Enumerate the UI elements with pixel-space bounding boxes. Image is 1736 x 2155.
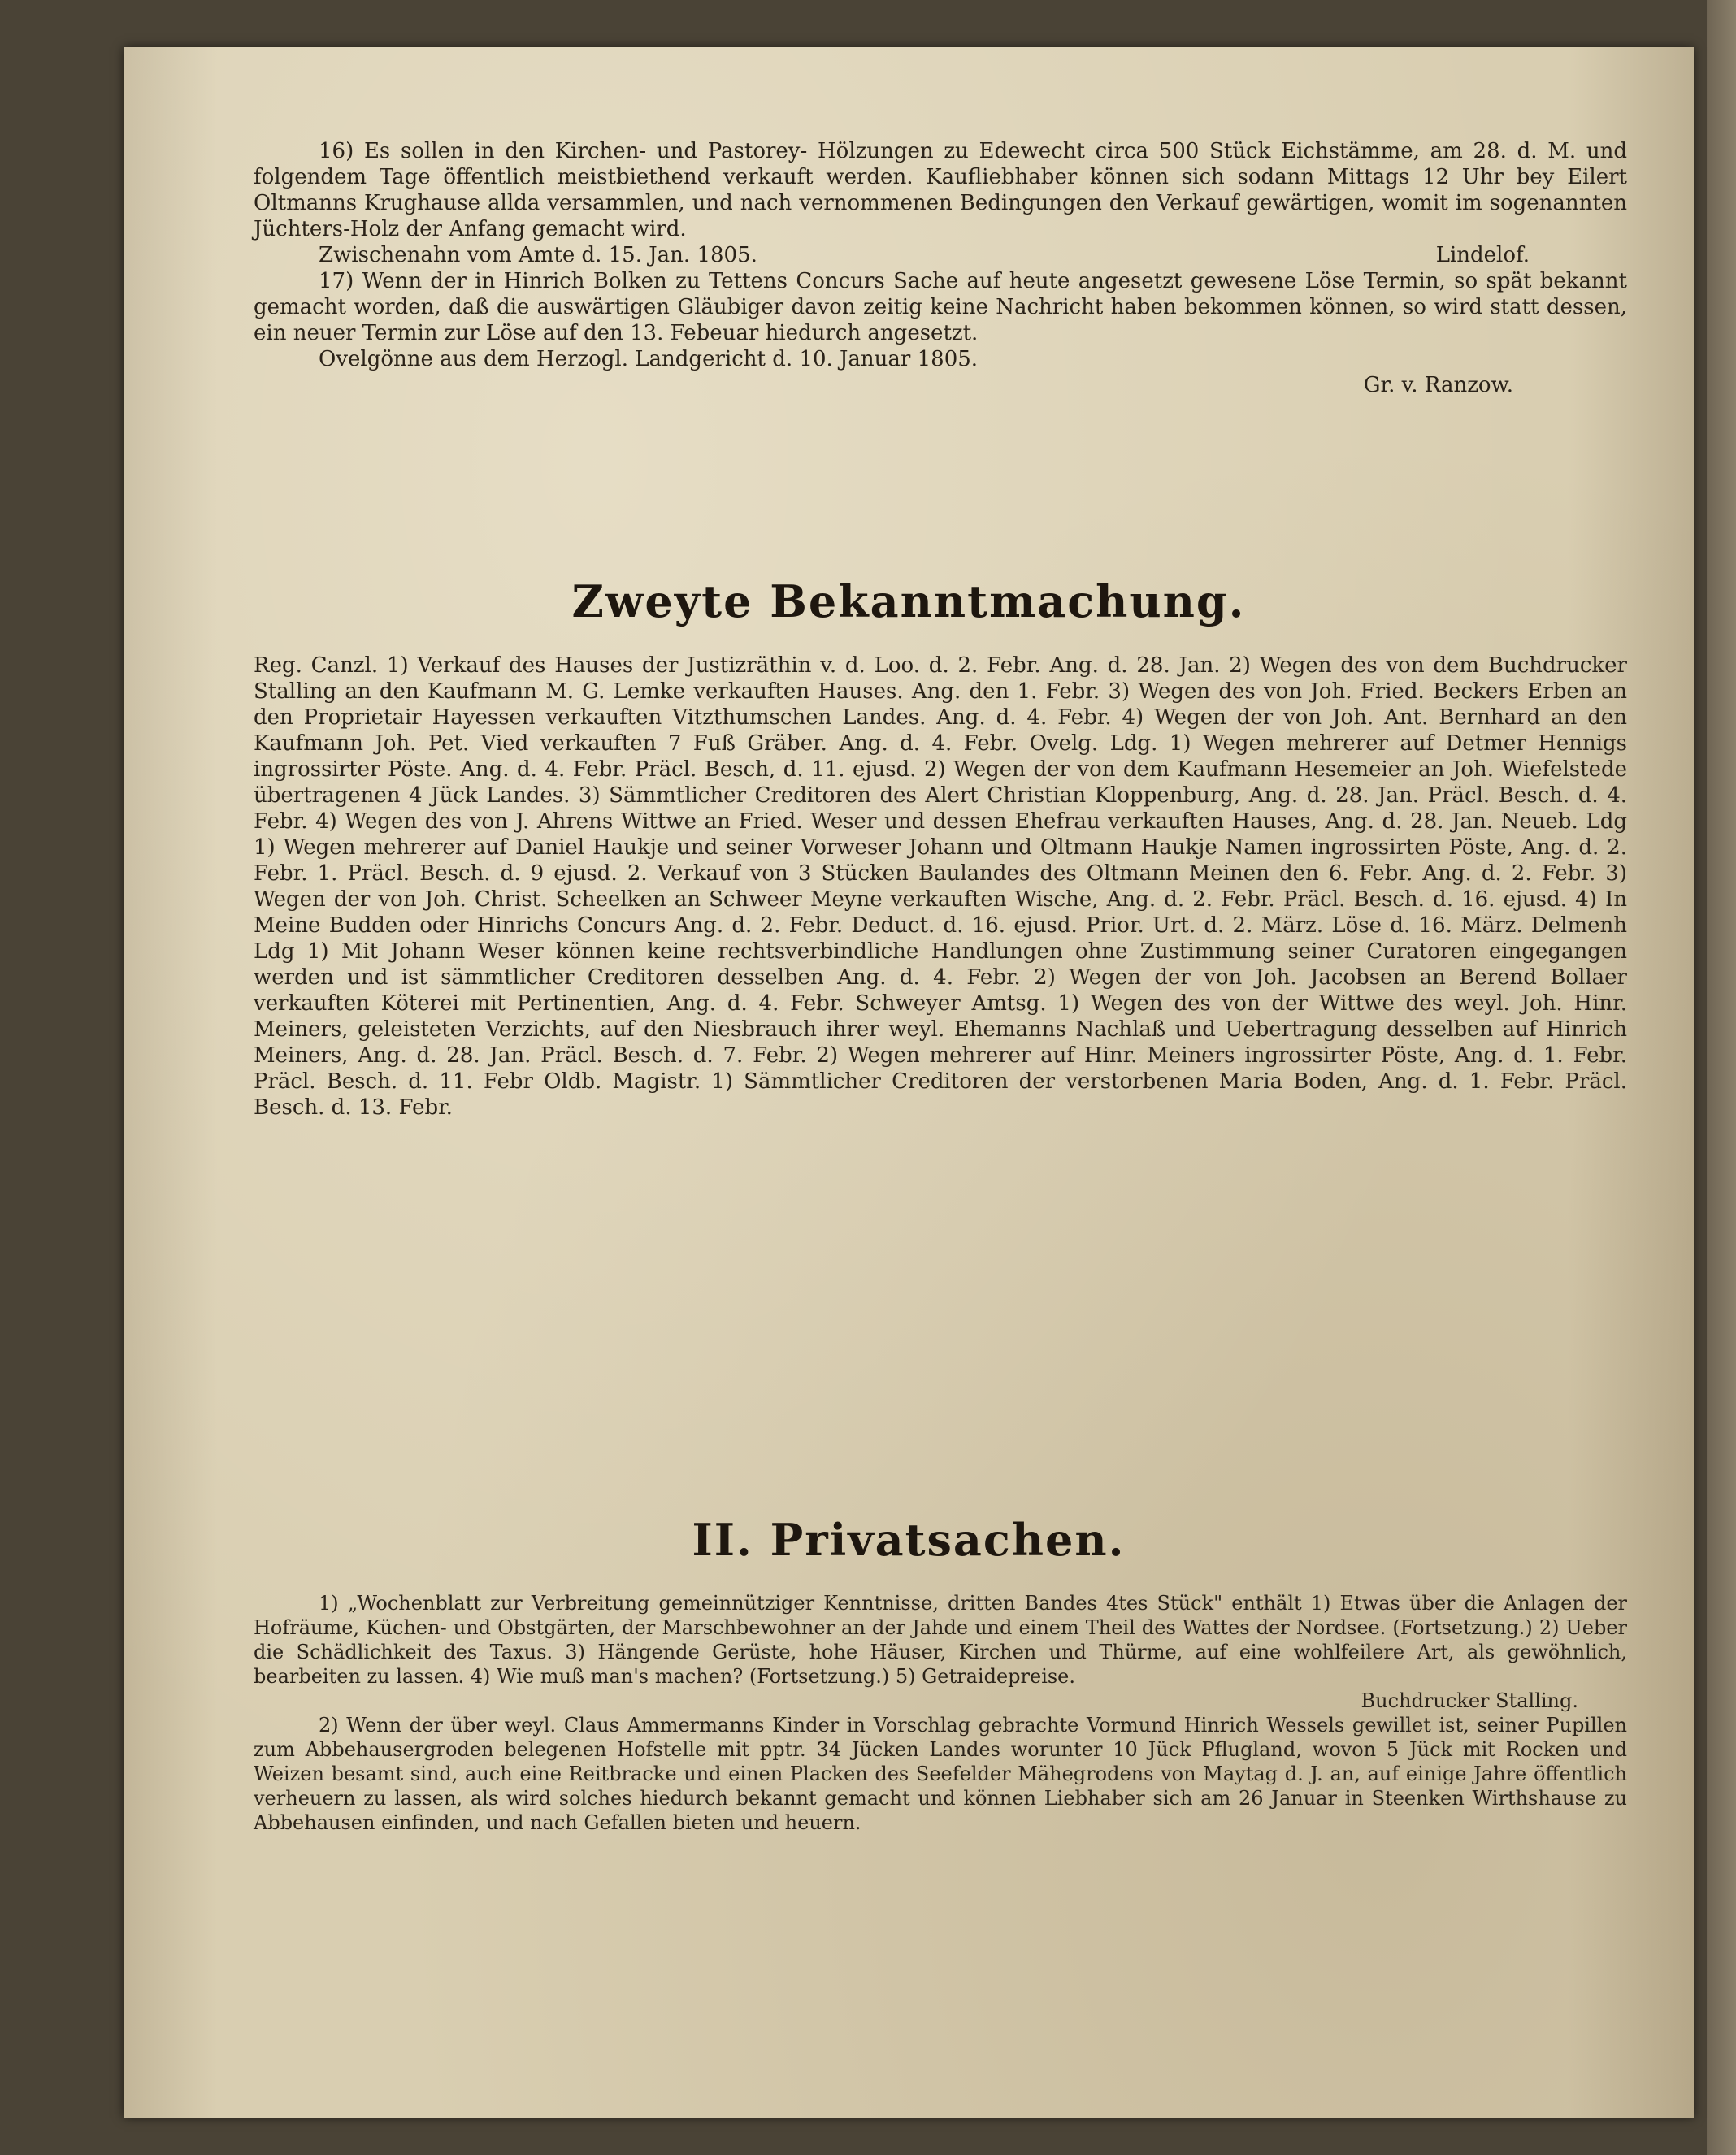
privat-notice-1-signer: Buchdrucker Stalling. [1361, 1689, 1578, 1712]
notice-16: 16) Es sollen in den Kirchen- und Pastorey- Hölzungen zu Edewecht circa 500 Stück Eichstämme, am 28. d. M. und folgendem Tage öffentlich meistbiethend verkauft werden. Kaufliebhaber können sich sodann Mittags 12 Uhr bey Eilert Oltmanns Krughause allda versammlen, und nach vernommenen Bedingungen den Verkauf gewärtigen, womit im sogenannten Jüchters-Holz der Anfang gemacht wird. [254, 139, 1627, 241]
notice-16-signer: Lindelof. [1435, 243, 1530, 267]
notice-16-signature [254, 242, 1627, 268]
zweyte-bekanntmachung-section [254, 653, 1627, 1121]
notice-16-place-date: Zwischenahn vom Amte d. 15. Jan. 1805. [319, 243, 757, 267]
heading-zweyte-bekanntmachung: Zweyte Bekanntmachung. [571, 575, 1246, 627]
heading-privatsachen: II. Privatsachen. [692, 1514, 1126, 1566]
book-edge [1707, 0, 1736, 2155]
notice-section-top [254, 138, 1627, 398]
privatsachen-section [254, 1591, 1627, 1835]
notice-17-place-date: Ovelgönne aus dem Herzogl. Landgericht d. 10. Januar 1805. [319, 347, 979, 371]
zweyte-bekanntmachung-text: Reg. Canzl. 1) Verkauf des Hauses der Justizräthin v. d. Loo. d. 2. Febr. Ang. d. 28. Jan. 2) Wegen des von dem Buchdrucker Stalling an den Kaufmann M. G. Lemke verkauften Hauses. Ang. den 1. Febr. 3) Wegen des von Joh. Fried. Beckers Erben an den Proprietair Hayessen verkauften Vitzthumschen Landes. Ang. d. 4. Febr. 4) Wegen der von Joh. Ant. Bernhard an den Kaufmann Joh. Pet. Vied verkauften 7 Fuß Gräber. Ang. d. 4. Febr. Ovelg. Ldg. 1) Wegen mehrerer auf Detmer Hennigs ingrossirter Pöste. Ang. d. 4. Febr. Präcl. Besch, d. 11. ejusd. 2) Wegen der von dem Kaufmann Hesemeier an Joh. Wiefelstede übertragenen 4 Jück Landes. 3) Sämmtlicher Creditoren des Alert Christian Kloppenburg, Ang. d. 28. Jan. Präcl. Besch. d. 4. Febr. 4) Wegen des von J. Ahrens Wittwe an Fried. Weser und dessen Ehefrau verkauften Hauses, Ang. d. 28. Jan. Neueb. Ldg 1) Wegen mehrerer auf Daniel Haukje und seiner Vorweser Johann und Oltmann Haukje Namen ingrossirten Pöste, Ang. d. 2. Febr. 1. Präcl. Besch. d. 9 ejusd. 2. Verkauf von 3 Stücken Baulandes des Oltmann Meinen den 6. Febr. Ang. d. 2. Febr. 3) Wegen der von Joh. Christ. Scheelken an Schweer Meyne verkauften Wische, Ang. d. 2. Febr. Präcl. Besch. d. 16. ejusd. 4) In Meine Budden oder Hinrichs Concurs Ang. d. 2. Febr. Deduct. d. 16. ejusd. Prior. Urt. d. 2. März. Löse d. 16. März. Delmenh Ldg 1) Mit Johann Weser können keine rechtsverbindliche Handlungen ohne Zustimmung seiner Curatoren eingegangen werden und ist sämmtlicher Creditoren desselben Ang. d. 4. Febr. 2) Wegen der von Joh. Jacobsen an Berend Bollaer verkauften Köterei mit Pertinentien, Ang. d. 4. Febr. Schweyer Amtsg. 1) Wegen des von der Wittwe des weyl. Joh. Hinr. Meiners, geleisteten Verzichts, auf den Niesbrauch ihrer weyl. Ehemanns Nachlaß und Uebertragung desselben auf Hinrich Meiners, Ang. d. 28. Jan. Präcl. Besch. d. 7. Febr. 2) Wegen mehrerer auf Hinr. Meiners ingrossirter Pöste, Ang. d. 1. Febr. Präcl. Besch. d. 11. Febr Oldb. Magistr. 1) Sämmtlicher Creditoren der verstorbenen Maria Boden, Ang. d. 1. Febr. Präcl. Besch. d. 13. Febr. [254, 653, 1627, 1120]
privat-notice-2: 2) Wenn der über weyl. Claus Ammermanns Kinder in Vorschlag gebrachte Vormund Hinrich Wessels gewillet ist, seiner Pupillen zum Abbehausergroden belegenen Hofstelle mit pptr. 34 Jücken Landes worunter 10 Jück Pflugland, wovon 5 Jück mit Rocken und Weizen besamt sind, auch eine Reitbracke und einen Placken des Seefelder Mähegrodens von Maytag d. J. an, auf einige Jahre öffentlich verheuern zu lassen, als wird solches hiedurch bekannt gemacht und können Liebhaber sich am 26 Januar in Steenken Wirthshause zu Abbehausen einfinden, und nach Gefallen bieten und heuern. [254, 1714, 1627, 1834]
document-page [124, 47, 1694, 2118]
notice-17: 17) Wenn der in Hinrich Bolken zu Tettens Concurs Sache auf heute angesetzt gewesene Löse Termin, so spät bekannt gemacht worden, daß die auswärtigen Gläubiger davon zeitig keine Nachricht haben bekommen können, so wird statt dessen, ein neuer Termin zur Löse auf den 13. Febeuar hiedurch angesetzt. [254, 269, 1627, 345]
privat-notice-1: 1) „Wochenblatt zur Verbreitung gemeinnütziger Kenntnisse, dritten Bandes 4tes Stück" enthält 1) Etwas über die Anlagen der Hofräume, Küchen- und Obstgärten, der Marschbewohner an der Jahde und einem Theil des Wattes der Nordsee. (Fortsetzung.) 2) Ueber die Schädlichkeit des Taxus. 3) Hängende Gerüste, hohe Häuser, Kirchen und Thürme, auf eine wohlfeilere Art, als gewöhnlich, bearbeiten zu lassen. 4) Wie muß man's machen? (Fortsetzung.) 5) Getraidepreise. [254, 1592, 1627, 1688]
notice-17-signer: Gr. v. Ranzow. [1363, 373, 1513, 397]
